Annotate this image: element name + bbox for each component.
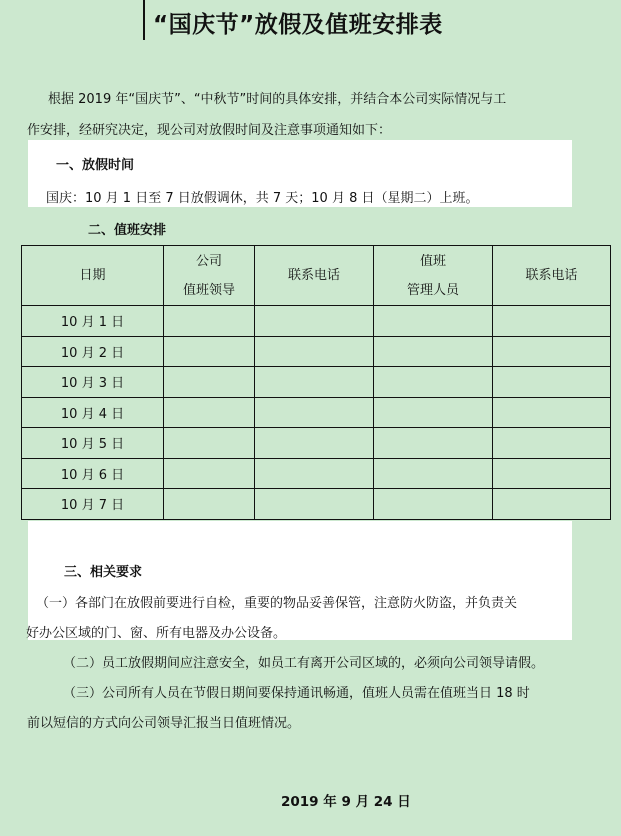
cell-date: 10 月 5 日 [22, 428, 164, 459]
table-row [22, 367, 611, 398]
cell-phone-2[interactable] [493, 489, 611, 520]
cell-phone-1[interactable] [255, 428, 374, 459]
header-leader: 公司 值班领导 [164, 246, 255, 306]
requirement-3-line-1: （三）公司所有人员在节假日期间要保持通讯畅通，值班人员需在值班当日 18 时 [63, 686, 530, 701]
table-row [22, 397, 611, 428]
cell-manager[interactable] [374, 367, 493, 398]
cell-manager[interactable] [374, 336, 493, 367]
cell-date: 10 月 3 日 [22, 367, 164, 398]
table-row [22, 489, 611, 520]
section1-text: 国庆：10 月 1 日至 7 日放假调休，共 7 天；10 月 8 日（星期二）上班。 [46, 191, 479, 206]
header-phone-2: 联系电话 [493, 246, 611, 306]
section1-heading: 一、放假时间 [56, 158, 135, 173]
section3-box [28, 521, 572, 640]
cell-date: 10 月 7 日 [22, 489, 164, 520]
cell-manager[interactable] [374, 306, 493, 337]
section3-heading: 三、相关要求 [64, 565, 143, 580]
cell-phone-2[interactable] [493, 306, 611, 337]
cell-phone-1[interactable] [255, 306, 374, 337]
cell-phone-1[interactable] [255, 458, 374, 489]
table-header-row [22, 246, 611, 306]
cell-leader[interactable] [164, 336, 255, 367]
cell-leader[interactable] [164, 306, 255, 337]
cell-phone-2[interactable] [493, 367, 611, 398]
cell-leader[interactable] [164, 489, 255, 520]
cell-phone-2[interactable] [493, 428, 611, 459]
duty-table [21, 245, 611, 520]
cell-leader[interactable] [164, 458, 255, 489]
table-row [22, 458, 611, 489]
cell-phone-1[interactable] [255, 489, 374, 520]
requirement-2: （二）员工放假期间应注意安全，如员工有离开公司区域的，必须向公司领导请假。 [63, 656, 545, 671]
table-row [22, 336, 611, 367]
requirement-1-line-2: 好办公区域的门、窗、所有电器及办公设备。 [26, 626, 287, 641]
cell-phone-1[interactable] [255, 397, 374, 428]
cell-date: 10 月 6 日 [22, 458, 164, 489]
section1-box [28, 140, 572, 207]
intro-line-2: 作安排，经研究决定，现公司对放假时间及注意事项通知如下： [27, 123, 392, 138]
table-row [22, 306, 611, 337]
header-phone-1: 联系电话 [255, 246, 374, 306]
signature-date: 2019 年 9 月 24 日 [281, 794, 411, 810]
cell-leader[interactable] [164, 397, 255, 428]
requirement-3-line-2: 前以短信的方式向公司领导汇报当日值班情况。 [27, 716, 301, 731]
section2-heading: 二、值班安排 [88, 223, 167, 238]
cell-date: 10 月 2 日 [22, 336, 164, 367]
cell-date: 10 月 4 日 [22, 397, 164, 428]
header-manager: 值班 管理人员 [374, 246, 493, 306]
cell-leader[interactable] [164, 428, 255, 459]
cell-leader[interactable] [164, 367, 255, 398]
cell-phone-2[interactable] [493, 397, 611, 428]
cell-phone-1[interactable] [255, 336, 374, 367]
cell-phone-2[interactable] [493, 336, 611, 367]
cell-manager[interactable] [374, 397, 493, 428]
cell-phone-1[interactable] [255, 367, 374, 398]
page-title: “国庆节”放假及值班安排表 [153, 12, 443, 38]
cell-phone-2[interactable] [493, 458, 611, 489]
table-row [22, 428, 611, 459]
header-date: 日期 [22, 246, 164, 306]
cell-date: 10 月 1 日 [22, 306, 164, 337]
title-divider [143, 0, 145, 40]
cell-manager[interactable] [374, 428, 493, 459]
intro-line-1: 根据 2019 年“国庆节”、“中秋节”时间的具体安排，并结合本公司实际情况与工 [48, 92, 507, 107]
requirement-1-line-1: （一）各部门在放假前要进行自检，重要的物品妥善保管，注意防火防盗，并负责关 [36, 596, 518, 611]
cell-manager[interactable] [374, 458, 493, 489]
cell-manager[interactable] [374, 489, 493, 520]
